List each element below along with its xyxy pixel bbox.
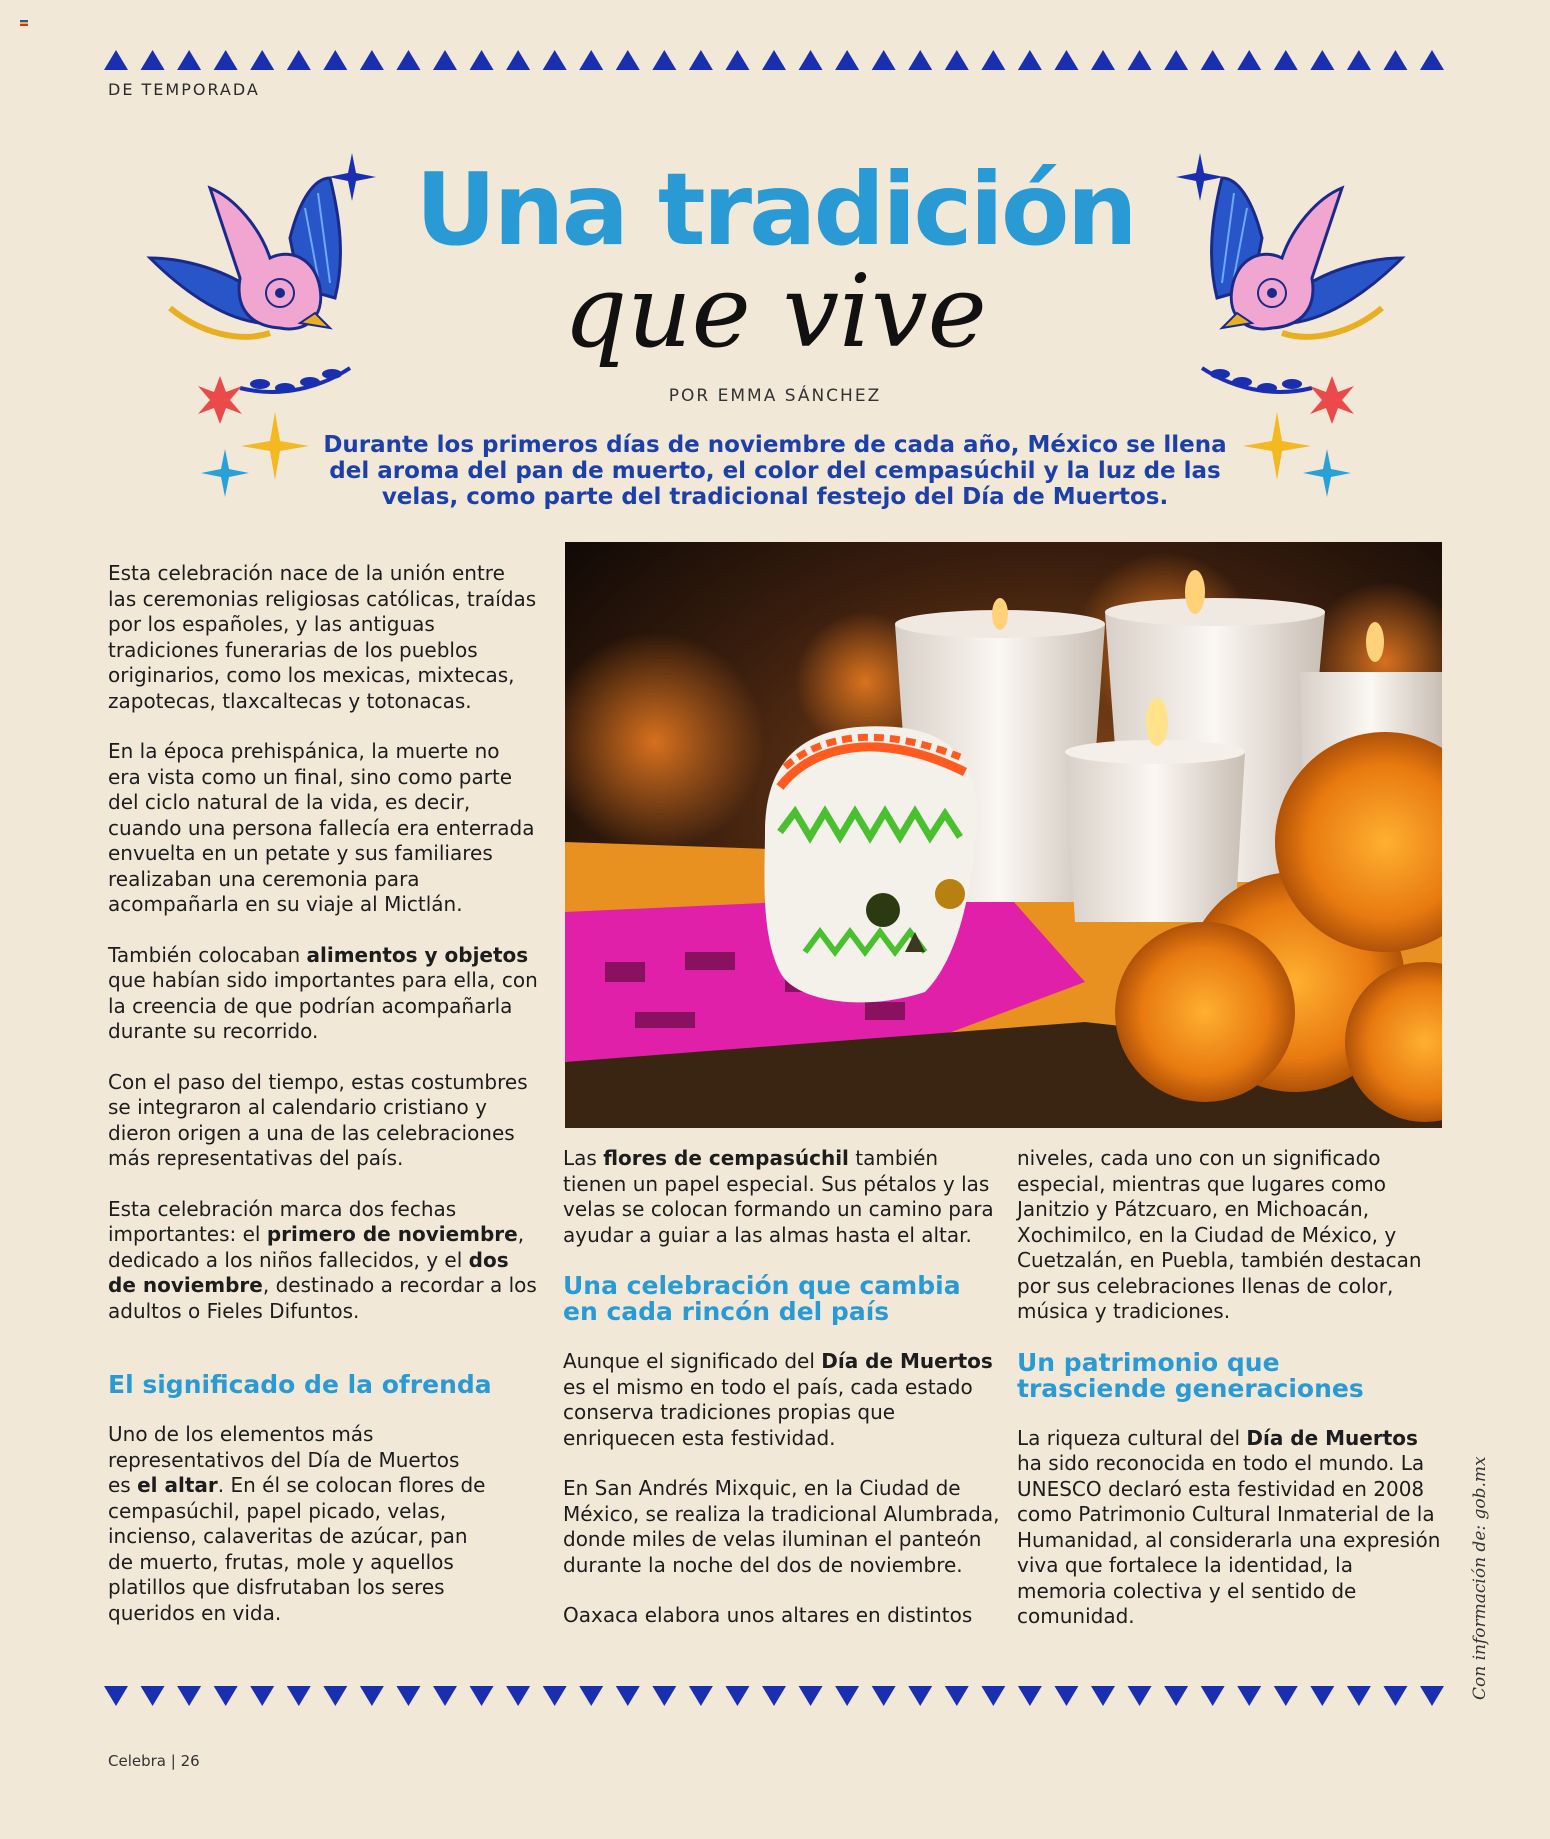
- triangle-mark: [689, 1686, 713, 1706]
- triangle-mark: [835, 50, 859, 70]
- triangle-mark: [981, 50, 1005, 70]
- col1-paragraph: En la época prehispánica, la muerte no era vista como un final, sino como parte del ciclo natural de la vida, es decir, cuando una persona fallecía era enterrada envuelta en un petate y sus familiares realizaban una ceremonia para acompañarla en su viaje al Mictlán.: [108, 739, 535, 916]
- sparkle-icon: [241, 412, 309, 480]
- col1-paragraph: Con el paso del tiempo, estas costumbres se integraron al calendario cristiano y dieron origen a una de las celebraciones más representativas del país.: [108, 1069, 528, 1170]
- top-triangle-border: [104, 46, 1444, 74]
- triangle-mark: [396, 1686, 420, 1706]
- triangle-mark: [1274, 1686, 1298, 1706]
- triangle-mark: [1201, 1686, 1225, 1706]
- col2-paragraph: Aunque el significado del Día de Muertos es el mismo en todo el país, cada estado conserva tradiciones propias que enriquecen esta festividad.: [563, 1349, 993, 1450]
- col3-paragraph: La riqueza cultural del Día de Muertos ha sido reconocida en todo el mundo. La UNESCO declaró esta festividad en 2008 como Patrimonio Cultural Inmaterial de la Humanidad, al considerarla una expresión viva que fortalece la identidad, la memoria colectiva y el sentido de comunidad.: [1017, 1425, 1441, 1628]
- triangle-mark: [250, 50, 274, 70]
- triangle-mark: [835, 1686, 859, 1706]
- triangle-mark: [652, 50, 676, 70]
- triangle-mark: [1237, 50, 1261, 70]
- triangle-mark: [1128, 50, 1152, 70]
- triangle-mark: [1237, 1686, 1261, 1706]
- triangle-mark: [652, 1686, 676, 1706]
- col1-paragraph: También colocaban alimentos y objetos que habían sido importantes para ella, con la creencia de que podrían acompañarla durante su recorrido.: [108, 942, 538, 1043]
- triangle-mark: [543, 50, 567, 70]
- triangle-mark: [1054, 50, 1078, 70]
- sugar-skull-photo: [565, 542, 1442, 1128]
- triangle-mark: [1054, 1686, 1078, 1706]
- triangle-mark: [1347, 50, 1371, 70]
- col1-paragraph: Esta celebración marca dos fechas importantes: el primero de noviembre, dedicado a los niños fallecidos, y el dos de noviembre, destinado a recordar a los adultos o Fieles Difuntos.: [108, 1196, 537, 1323]
- triangle-mark: [323, 1686, 347, 1706]
- col1-paragraph: Esta celebración nace de la unión entre las ceremonias religiosas católicas, traídas por los españoles, y las antiguas tradiciones funerarias de los pueblos originarios, como los mexicas, mixtecas, zapotecas, tlaxcaltecas y totonacas.: [108, 561, 537, 713]
- triangle-mark: [1164, 1686, 1188, 1706]
- triangle-mark: [214, 50, 238, 70]
- triangle-mark: [1018, 50, 1042, 70]
- lede-paragraph: Durante los primeros días de noviembre de cada año, México se llena del aroma del pan de muerto, el color del cempasúchil y la luz de las velas, como parte del tradicional festejo del Día de Muertos.: [323, 432, 1227, 510]
- heading-celebracion: Una celebración que cambia en cada rincón del país: [563, 1271, 961, 1326]
- sparkle-icon: [1243, 412, 1311, 480]
- triangle-mark: [762, 50, 786, 70]
- byline: POR EMMA SÁNCHEZ: [668, 386, 882, 406]
- triangle-mark: [579, 1686, 603, 1706]
- triangle-mark: [1310, 50, 1334, 70]
- triangle-mark: [872, 50, 896, 70]
- triangle-mark: [908, 1686, 932, 1706]
- triangle-mark: [799, 1686, 823, 1706]
- triangle-mark: [360, 50, 384, 70]
- triangle-mark: [287, 50, 311, 70]
- triangle-mark: [725, 50, 749, 70]
- sparkle-icon: [201, 449, 249, 497]
- triangle-mark: [506, 50, 530, 70]
- heading-ofrenda: El significado de la ofrenda: [108, 1370, 492, 1399]
- triangle-mark: [214, 1686, 238, 1706]
- column-2: [563, 1146, 1003, 1654]
- triangle-mark: [762, 1686, 786, 1706]
- triangle-mark: [287, 1686, 311, 1706]
- col1-paragraph: Uno de los elementos más representativos del Día de Muertos es el altar. En él se colocan flores de cempasúchil, papel picado, velas, incienso, calaveritas de azúcar, pan de muerto, frutas, mole y aquellos platillos que disfrutaban los seres queridos en vida.: [108, 1422, 486, 1625]
- triangle-mark: [177, 50, 201, 70]
- triangle-mark: [689, 50, 713, 70]
- triangle-mark: [104, 50, 128, 70]
- triangle-mark: [1274, 50, 1298, 70]
- triangle-mark: [470, 1686, 494, 1706]
- triangle-mark: [579, 50, 603, 70]
- triangle-mark: [872, 1686, 896, 1706]
- triangle-mark: [250, 1686, 274, 1706]
- triangle-mark: [543, 1686, 567, 1706]
- section-label: DE TEMPORADA: [108, 80, 260, 99]
- triangle-mark: [323, 50, 347, 70]
- triangle-mark: [1420, 1686, 1444, 1706]
- column-1: [108, 561, 538, 1651]
- heading-patrimonio: Un patrimonio que trasciende generaciones: [1017, 1347, 1364, 1403]
- triangle-mark: [945, 50, 969, 70]
- triangle-mark: [470, 50, 494, 70]
- triangle-mark: [141, 50, 165, 70]
- triangle-mark: [433, 50, 457, 70]
- triangle-mark: [1091, 1686, 1115, 1706]
- triangle-mark: [506, 1686, 530, 1706]
- page-footer: Celebra | 26: [108, 1752, 200, 1770]
- col2-paragraph: Las flores de cempasúchil también tienen un papel especial. Sus pétalos y las velas se colocan formando un camino para ayudar a guiar a las almas hasta el altar.: [563, 1146, 994, 1247]
- triangle-mark: [1383, 1686, 1407, 1706]
- column-3: [1017, 1146, 1442, 1655]
- source-credit: Con información de: gob.mx: [1470, 1456, 1490, 1700]
- col2-paragraph: En San Andrés Mixquic, en la Ciudad de México, se realiza la tradicional Alumbrada, donde miles de velas iluminan el panteón durante la noche del dos de noviembre.: [563, 1476, 1000, 1577]
- triangle-mark: [1310, 1686, 1334, 1706]
- triangle-mark: [433, 1686, 457, 1706]
- triangle-mark: [177, 1686, 201, 1706]
- triangle-mark: [1018, 1686, 1042, 1706]
- triangle-mark: [1164, 50, 1188, 70]
- sparkle-icon: [1303, 449, 1351, 497]
- triangle-mark: [1128, 1686, 1152, 1706]
- triangle-mark: [396, 50, 420, 70]
- triangle-mark: [1383, 50, 1407, 70]
- col3-paragraph: niveles, cada uno con un significado especial, mientras que lugares como Janitzio y Pátzcuaro, en Michoacán, Xochimilco, en la Ciudad de México, y Cuetzalán, en Puebla, también destacan por sus celebraciones llenas de color, música y tradiciones.: [1017, 1146, 1422, 1323]
- triangle-mark: [616, 1686, 640, 1706]
- triangle-mark: [908, 50, 932, 70]
- triangle-mark: [1347, 1686, 1371, 1706]
- triangle-mark: [725, 1686, 749, 1706]
- flag-icon: [20, 20, 28, 26]
- triangle-mark: [1201, 50, 1225, 70]
- triangle-mark: [141, 1686, 165, 1706]
- triangle-mark: [1420, 50, 1444, 70]
- title-script: que vive: [563, 253, 987, 370]
- triangle-mark: [1091, 50, 1115, 70]
- triangle-mark: [104, 1686, 128, 1706]
- triangle-mark: [616, 50, 640, 70]
- triangle-mark: [360, 1686, 384, 1706]
- bottom-triangle-border: [104, 1682, 1444, 1710]
- triangle-mark: [981, 1686, 1005, 1706]
- triangle-mark: [945, 1686, 969, 1706]
- title-main: Una tradición: [415, 151, 1135, 268]
- col2-paragraph: Oaxaca elabora unos altares en distintos: [563, 1603, 973, 1627]
- triangle-mark: [799, 50, 823, 70]
